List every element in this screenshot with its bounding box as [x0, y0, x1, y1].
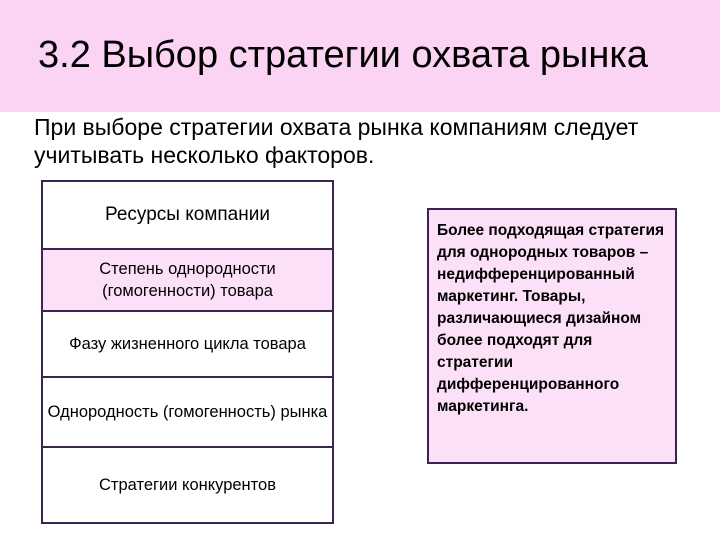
intro-text: При выборе стратегии охвата рынка компаниям следует учитывать несколько факторов. — [34, 114, 639, 168]
note-box — [427, 208, 677, 464]
factor-competitor-strategies: Стратегии конкурентов — [43, 446, 332, 522]
factors-box — [41, 180, 334, 524]
title-band — [0, 0, 720, 112]
note-text: Более подходящая стратегия для однородных товаров – недифференцированный маркетинг. Товары, различающиеся дизайном более подходят для стратегии дифференцированного маркетинга. — [437, 222, 665, 415]
factor-life-cycle-phase: Фазу жизненного цикла товара — [43, 310, 332, 376]
slide-title: 3.2 Выбор стратегии охвата рынка — [38, 34, 648, 76]
factor-company-resources: Ресурсы компании — [105, 204, 270, 225]
factor-market-homogeneity: Однородность (гомогенность) рынка — [43, 376, 332, 446]
factor-product-homogeneity: Степень однородности (гомогенности) товара — [43, 248, 332, 310]
